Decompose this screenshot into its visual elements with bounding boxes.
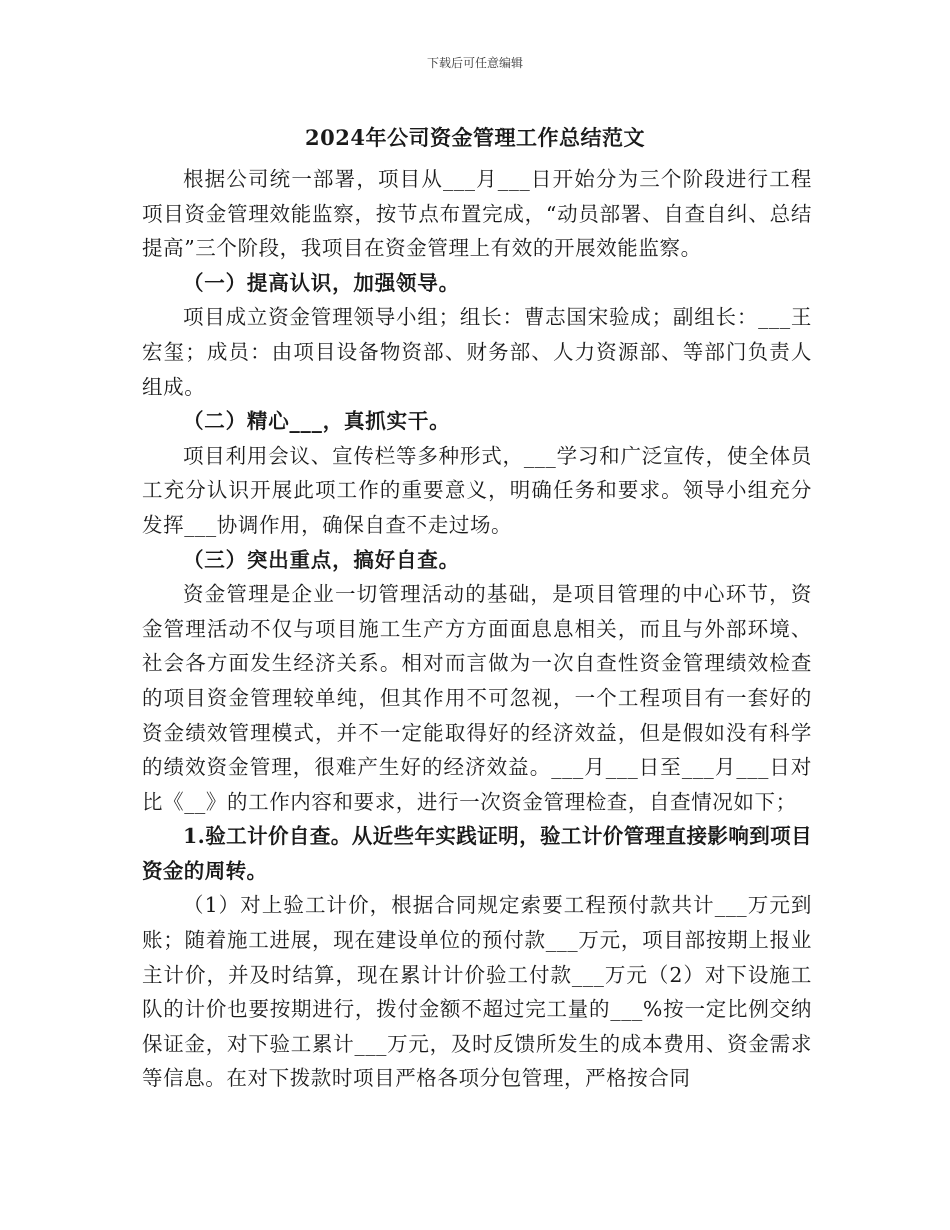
item-heading-1: 1.验工计价自查。从近些年实践证明，验工计价管理直接影响到项目资金的周转。 (142, 824, 812, 883)
section-heading-1: （一）提高认识，加强领导。 (183, 270, 460, 295)
section-heading-3: （三）突出重点，搞好自查。 (183, 547, 460, 572)
header-note: 下载后可任意编辑 (426, 56, 523, 70)
paragraph-leadership: 项目成立资金管理领导小组；组长：曹志国宋验成；副组长：___王宏玺；成员：由项目设备物资部、财务部、人力资源部、等部门负责人组成。 (142, 305, 812, 399)
document-title: 2024年公司资金管理工作总结范文 (305, 125, 645, 150)
paragraph-focus: 资金管理是企业一切管理活动的基础，是项目管理的中心环节，资金管理活动不仅与项目施工生产方方面面息息相关，而且与外部环境、社会各方面发生经济关系。相对而言做为一次自查性资金管理绩效检查的项目资金管理较单纯，但其作用不可忽视，一个工程项目有一套好的资金绩效管理模式，并不一定能取得好的经济效益，但是假如没有科学的绩效资金管理，很难产生好的经济效益。___月___日至___月___日对比《__》的工作内容和要求，进行一次资金管理检查，自查情况如下； (142, 582, 812, 814)
paragraph-intro: 根据公司统一部署，项目从___月___日开始分为三个阶段进行工程项目资金管理效能监察，按节点布置完成，“动员部署、自查自纠、总结提高”三个阶段，我项目在资金管理上有效的开展效能监察。 (142, 167, 812, 261)
paragraph-organization: 项目利用会议、宣传栏等多种形式，___学习和广泛宣传，使全体员工充分认识开展此项工作的重要意义，明确任务和要求。领导小组充分发挥___协调作用，确保自查不走过场。 (142, 443, 812, 537)
document-body (142, 162, 812, 1096)
section-heading-2: （二）精心___，真抓实干。 (183, 409, 451, 434)
paragraph-valuation: （1）对上验工计价，根据合同规定索要工程预付款共计___万元到账；随着施工进展，现在建设单位的预付款___万元，项目部按期上报业主计价，并及时结算，现在累计计价验工付款___万元（2）对下设施工队的计价也要按期进行，拨付金额不超过完工量的___%按一定比例交纳保证金，对下验工累计___万元，及时反馈所发生的成本费用、资金需求等信息。在对下拨款时项目严格各项分包管理，严格按合同 (142, 893, 812, 1091)
